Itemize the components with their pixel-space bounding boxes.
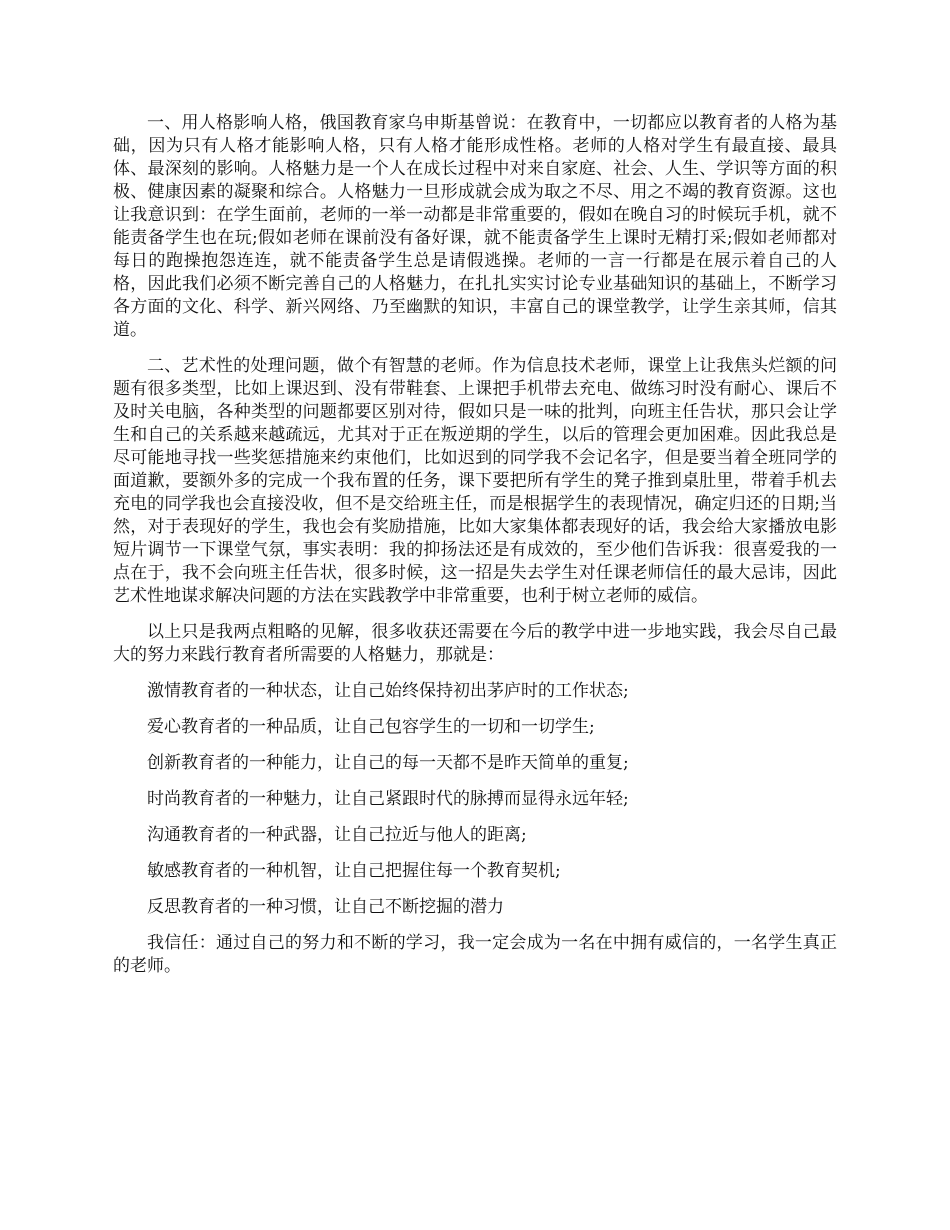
list-item: 反思教育者的一种习惯，让自己不断挖掘的潜力 bbox=[147, 897, 504, 917]
paragraph-personality: 一、用人格影响人格，俄国教育家乌申斯基曾说：在教育中，一切都应以教育者的人格为基础，因为只有人格才能影响人格，只有人格才能形成性格。老师的人格对学生有最直接、最具体、最深刻的影响。人格魅力是一个人在成长过程中对来自家庭、社会、人生、学识等方面的积极、健康因素的凝聚和综合。人格魅力一旦形成就会成为取之不尽、用之不竭的教育资源。这也让我意识到：在学生面前，老师的一举一动都是非常重要的，假如在晚自习的时候玩手机，就不能责备学生也在玩;假如老师在课前没有备好课，就不能责备学生上课时无精打采;假如老师都对每日的跑操抱怨连连，就不能责备学生总是请假逃操。老师的一言一行都是在展示着自己的人格，因此我们必须不断完善自己的人格魅力，在扎扎实实讨论专业基础知识的基础上，不断学习各方面的文化、科学、新兴网络、乃至幽默的知识，丰富自己的课堂教学，让学生亲其师，信其道。 bbox=[113, 113, 837, 340]
list-item: 时尚教育者的一种魅力，让自己紧跟时代的脉搏而显得永远年轻; bbox=[147, 789, 629, 809]
document-body bbox=[113, 112, 837, 991]
list-item: 激情教育者的一种状态，让自己始终保持初出茅庐时的工作状态; bbox=[147, 681, 629, 701]
list-item: 敏感教育者的一种机智，让自己把握住每一个教育契机; bbox=[147, 861, 561, 881]
paragraph-summary: 以上只是我两点粗略的见解，很多收获还需要在今后的教学中进一步地实践，我会尽自己最大的努力来践行教育者所需要的人格魅力，那就是： bbox=[113, 622, 837, 665]
list-item: 爱心教育者的一种品质，让自己包容学生的一切和一切学生; bbox=[147, 717, 595, 737]
paragraph-artful-handling: 二、艺术性的处理问题，做个有智慧的老师。作为信息技术老师，课堂上让我焦头烂额的问题有很多类型，比如上课迟到、没有带鞋套、上课把手机带去充电、做练习时没有耐心、课后不及时关电脑，各种类型的问题都要区别对待，假如只是一味的批判，向班主任告状，那只会让学生和自己的关系越来越疏远，尤其对于正在叛逆期的学生，以后的管理会更加困难。因此我总是尽可能地寻找一些奖惩措施来约束他们，比如迟到的同学我不会记名字，但是要当着全班同学的面道歉，要额外多的完成一个我布置的任务，课下要把所有学生的凳子推到桌肚里，带着手机去充电的同学我也会直接没收，但不是交给班主任，而是根据学生的表现情况，确定归还的日期;当然，对于表现好的学生，我也会有奖励措施，比如大家集体都表现好的话，我会给大家播放电影短片调节一下课堂气氛，事实表明：我的抑扬法还是有成效的，至少他们告诉我：很喜爱我的一点在于，我不会向班主任告状，很多时候，这一招是失去学生对任课老师信任的最大忌讳，因此艺术性地谋求解决问题的方法在实践教学中非常重要，也利于树立老师的威信。 bbox=[113, 356, 837, 606]
list-item: 沟通教育者的一种武器，让自己拉近与他人的距离; bbox=[147, 825, 527, 845]
list-item: 创新教育者的一种能力，让自己的每一天都不是昨天简单的重复; bbox=[147, 753, 629, 773]
paragraph-closing: 我信任：通过自己的努力和不断的学习，我一定会成为一名在中拥有威信的，一名学生真正的老师。 bbox=[113, 933, 837, 976]
qualities-list bbox=[113, 680, 837, 919]
